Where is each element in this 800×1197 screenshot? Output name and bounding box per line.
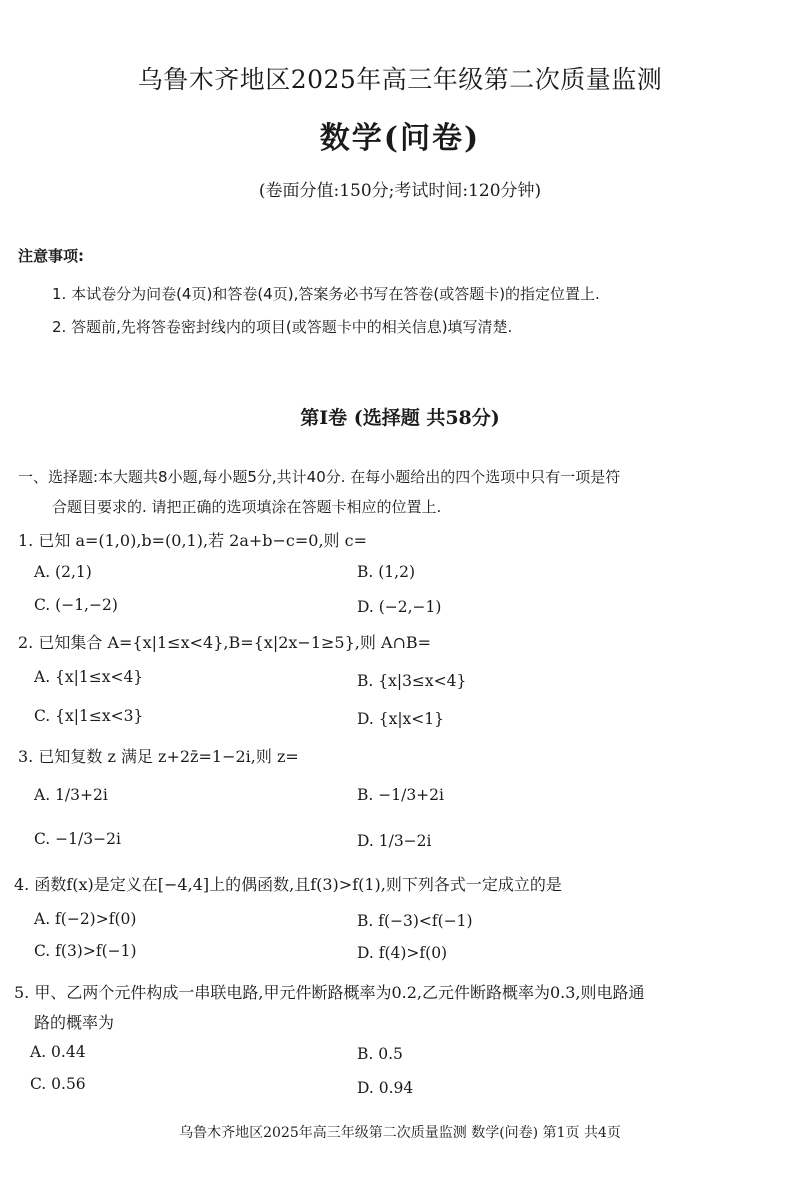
question-5-option-a: A. 0.44 bbox=[30, 1043, 86, 1061]
section-title: 第Ⅰ卷 (选择题 共58分) bbox=[300, 407, 500, 429]
question-3-option-a: A. 1/3+2i bbox=[34, 786, 108, 804]
question-4-stem: 4. 函数f(x)是定义在[−4,4]上的偶函数,且f(3)>f(1),则下列各式一定成立的是 bbox=[14, 875, 562, 894]
page-footer: 乌鲁木齐地区2025年高三年级第二次质量监测 数学(问卷) 第1页 共4页 bbox=[179, 1125, 621, 1141]
notice-item: 2. 答题前,先将答卷密封线内的项目(或答题卡中的相关信息)填写清楚. bbox=[52, 318, 513, 336]
question-2-stem: 2. 已知集合 A={x|1≤x<4},B={x|2x−1≥5},则 A∩B= bbox=[18, 633, 432, 652]
subject-title: 数学(问卷) bbox=[319, 121, 481, 156]
question-3-option-d: D. 1/3−2i bbox=[357, 832, 432, 850]
question-1-option-a: A. (2,1) bbox=[34, 563, 92, 581]
question-5-stem-continued: 路的概率为 bbox=[34, 1013, 115, 1032]
question-2-option-b: B. {x|3≤x<4} bbox=[357, 672, 467, 690]
question-5-option-c: C. 0.56 bbox=[30, 1075, 86, 1093]
question-2-option-d: D. {x|x<1} bbox=[357, 710, 445, 728]
question-1-option-c: C. (−1,−2) bbox=[34, 596, 118, 614]
section-instructions: 一、选择题:本大题共8小题,每小题5分,共计40分. 在每小题给出的四个选项中只有一项是符 bbox=[18, 468, 621, 486]
section-instructions: 合题目要求的. 请把正确的选项填涂在答题卡相应的位置上. bbox=[52, 498, 442, 516]
notice-item: 1. 本试卷分为问卷(4页)和答卷(4页),答案务必书写在答卷(或答题卡)的指定位置上. bbox=[52, 285, 600, 303]
exam-info: (卷面分值:150分;考试时间:120分钟) bbox=[258, 181, 542, 201]
exam-title: 乌鲁木齐地区2025年高三年级第二次质量监测 bbox=[137, 65, 663, 94]
question-2-option-a: A. {x|1≤x<4} bbox=[34, 668, 144, 686]
question-4-option-b: B. f(−3)<f(−1) bbox=[357, 912, 473, 930]
question-2-option-c: C. {x|1≤x<3} bbox=[34, 707, 144, 725]
question-1-option-b: B. (1,2) bbox=[357, 563, 415, 581]
notice-heading: 注意事项: bbox=[18, 247, 84, 265]
question-4-option-d: D. f(4)>f(0) bbox=[357, 944, 448, 962]
question-1-stem: 1. 已知 a=(1,0),b=(0,1),若 2a+b−c=0,则 c= bbox=[18, 531, 368, 550]
question-3-stem: 3. 已知复数 z 满足 z+2z̄=1−2i,则 z= bbox=[18, 747, 299, 766]
question-3-option-b: B. −1/3+2i bbox=[357, 786, 444, 804]
question-1-option-d: D. (−2,−1) bbox=[357, 598, 442, 616]
question-3-option-c: C. −1/3−2i bbox=[34, 830, 121, 848]
question-4-option-a: A. f(−2)>f(0) bbox=[34, 910, 137, 928]
question-4-option-c: C. f(3)>f(−1) bbox=[34, 942, 137, 960]
question-5-option-b: B. 0.5 bbox=[357, 1045, 403, 1063]
question-5-stem: 5. 甲、乙两个元件构成一串联电路,甲元件断路概率为0.2,乙元件断路概率为0.3,则电路通 bbox=[14, 983, 645, 1002]
question-5-option-d: D. 0.94 bbox=[357, 1079, 414, 1097]
